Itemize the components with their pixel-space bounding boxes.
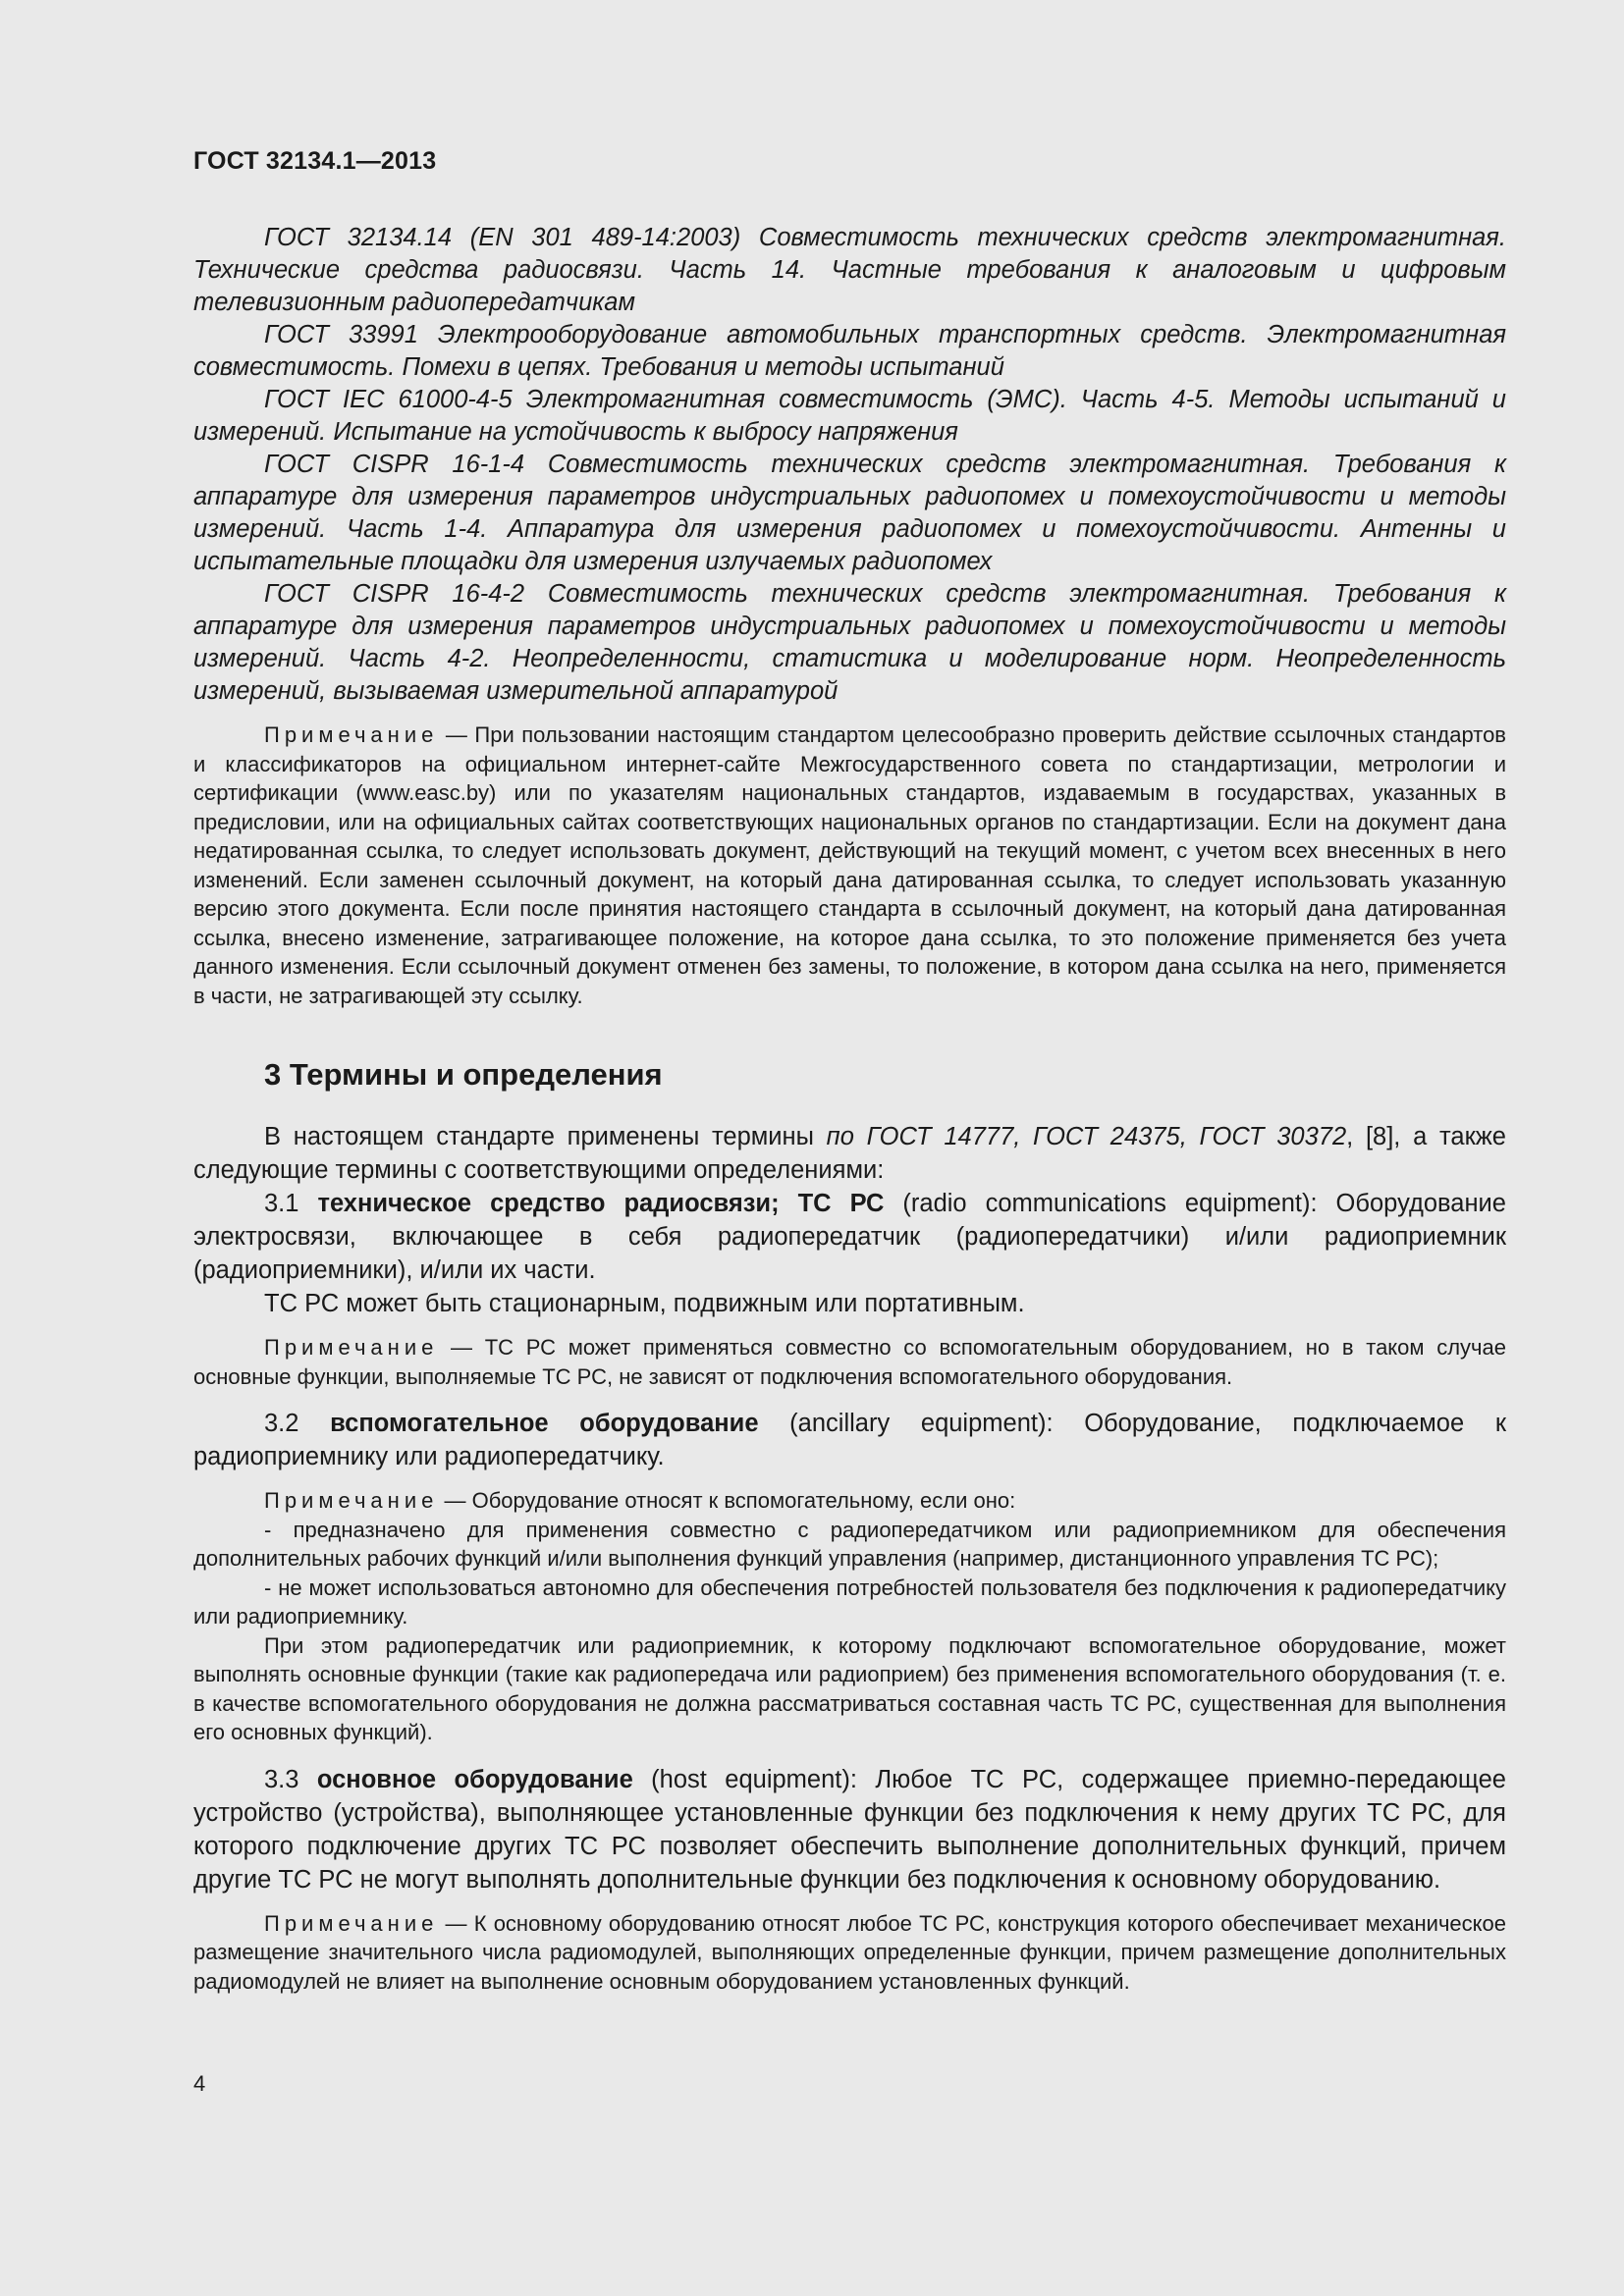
- note-3-2: Примечание — Оборудование относят к вспомогательному, если оно:: [264, 1488, 1016, 1513]
- note-3-1: Примечание — ТС РС может применяться совместно со вспомогательным оборудованием, но в таком случае основные функции, выполняемые ТС РС, не зависят от подключения вспомогательного оборудования.: [193, 1335, 1506, 1389]
- note-label: Примечание: [264, 722, 439, 747]
- reference-item: ГОСТ CISPR 16-1-4 Совместимость технических средств электромагнитная. Требования к аппаратуре для измерения параметров индустриальных радиопомех и помехоустойчивости и методы измерений. Часть 1-4. Аппаратура для измерения радиопомех и помехоустойчивости. Антенны и испытательные площадки для измерения излучаемых радиопомех: [193, 451, 1506, 575]
- reference-item: ГОСТ IEC 61000-4-5 Электромагнитная совместимость (ЭМС). Часть 4-5. Методы испытаний и измерений. Испытание на устойчивость к выбросу напряжения: [193, 386, 1506, 446]
- note-references: Примечание — При пользовании настоящим стандартом целесообразно проверить действие ссылочных стандартов и классификаторов на официальном интернет-сайте Межгосударственного совета по стандартизации, метрологии и сертификации (www.easc.by) или по указателям национальных стандартов, издаваемым в государствах, указанных в предисловии, или на официальных сайтах соответствующих национальных органов по стандартизации. Если на документ дана недатированная ссылка, то следует использовать документ, действующий на текущий момент, с учетом всех внесенных в него изменений. Если заменен ссылочный документ, на который дана датированная ссылка, то следует использовать указанную версию этого документа. Если после принятия настоящего стандарта в ссылочный документ, на который дана датированная ссылка, внесено изменение, затрагивающее положение, на которое дана ссылка, то это положение применяется без учета данного изменения. Если ссылочный документ отменен без замены, то положение, в котором дана ссылка на него, применяется в части, не затрагивающей эту ссылку.: [193, 722, 1506, 1008]
- term-3-1-extra: ТС РС может быть стационарным, подвижным или портативным.: [264, 1290, 1025, 1317]
- intro-paragraph: В настоящем стандарте применены термины по ГОСТ 14777, ГОСТ 24375, ГОСТ 30372, [8], а также следующие термины с соответствующими определениями:: [193, 1123, 1506, 1184]
- note-3-2-item: - предназначено для применения совместно с радиопередатчиком или радиоприемником для обеспечения дополнительных рабочих функций и/или выполнения функций управления (например, дистанционного управления ТС РС);: [193, 1517, 1506, 1571]
- reference-item: ГОСТ CISPR 16-4-2 Совместимость технических средств электромагнитная. Требования к аппаратуре для измерения параметров индустриальных радиопомех и помехоустойчивости и методы измерений. Часть 4-2. Неопределенности, статистика и моделирование норм. Неопределенность измерений, вызываемая измерительной аппаратурой: [193, 580, 1506, 705]
- page-content: [193, 222, 1506, 1996]
- note-3-2-item: При этом радиопередатчик или радиоприемник, к которому подключают вспомогательное оборудование, может выполнять основные функции (такие как радиопередача или радиоприем) без применения вспомогательного оборудования (т. е. в качестве вспомогательного оборудования не должна рассматриваться составная часть ТС РС, существенная для выполнения его основных функций).: [193, 1632, 1506, 1744]
- term-name: основное оборудование: [316, 1765, 633, 1793]
- note-3-2-item: - не может использоваться автономно для обеспечения потребностей пользователя без подключения к радиопередатчику или радиоприемнику.: [193, 1575, 1506, 1629]
- page-number: 4: [193, 2071, 206, 2096]
- term-name: вспомогательное оборудование: [330, 1410, 759, 1437]
- term-3-3: 3.3 основное оборудование (host equipment): Любое ТС РС, содержащее приемно-передающее устройство (устройства), выполняющее установленные функции без подключения к нему других ТС РС, для которого подключение других ТС РС позволяет обеспечить выполнение дополнительных функций, причем другие ТС РС не могут выполнять дополнительные функции без подключения к основному оборудованию.: [193, 1765, 1506, 1894]
- note-text: При пользовании настоящим стандартом целесообразно проверить действие ссылочных стандартов и классификаторов на официальном интернет-сайте Межгосударственного совета по стандартизации, метрологии и сертификации (www.easc.by) или по указателям национальных стандартов, издаваемым в государствах, указанных в предисловии, или на официальных сайтах соответствующих национальных органов по стандартизации. Если на документ дана недатированная ссылка, то следует использовать документ, действующий на текущий момент, с учетом всех внесенных в него изменений. Если заменен ссылочный документ, на который дана датированная ссылка, то следует использовать указанную версию этого документа. Если после принятия настоящего стандарта в ссылочный документ, на который дана датированная ссылка, внесено изменение, затрагивающее положение, на которое дана ссылка, то это положение применяется без учета данного изменения. Если ссылочный документ отменен без замены, то положение, в котором дана ссылка на него, применяется в части, не затрагивающей эту ссылку.: [193, 722, 1506, 1008]
- reference-item: ГОСТ 33991 Электрооборудование автомобильных транспортных средств. Электромагнитная совместимость. Помехи в цепях. Требования и методы испытаний: [193, 321, 1506, 381]
- reference-item: ГОСТ 32134.14 (EN 301 489-14:2003) Совместимость технических средств электромагнитная. Технические средства радиосвязи. Часть 14. Частные требования к аналоговым и цифровым телевизионным радиопередатчикам: [193, 224, 1506, 316]
- term-3-2: 3.2 вспомогательное оборудование (ancillary equipment): Оборудование, подключаемое к радиоприемнику или радиопередатчику.: [193, 1410, 1506, 1470]
- term-3-1: 3.1 техническое средство радиосвязи; ТС РС (radio communications equipment): Оборудование электросвязи, включающее в себя радиопередатчик (радиопередатчики) и/или радиоприемник (радиоприемники), и/или их части.: [193, 1190, 1506, 1284]
- document-header: ГОСТ 32134.1—2013: [193, 147, 437, 175]
- section-title: 3 Термины и определения: [264, 1057, 663, 1092]
- note-3-3: Примечание — К основному оборудованию относят любое ТС РС, конструкция которого обеспечивает механическое размещение значительного числа радиомодулей, выполняющих определенные функции, причем размещение дополнительных радиомодулей не влияет на выполнение основным оборудованием установленных функций.: [193, 1910, 1506, 1994]
- term-name: техническое средство радиосвязи; ТС РС: [317, 1190, 885, 1217]
